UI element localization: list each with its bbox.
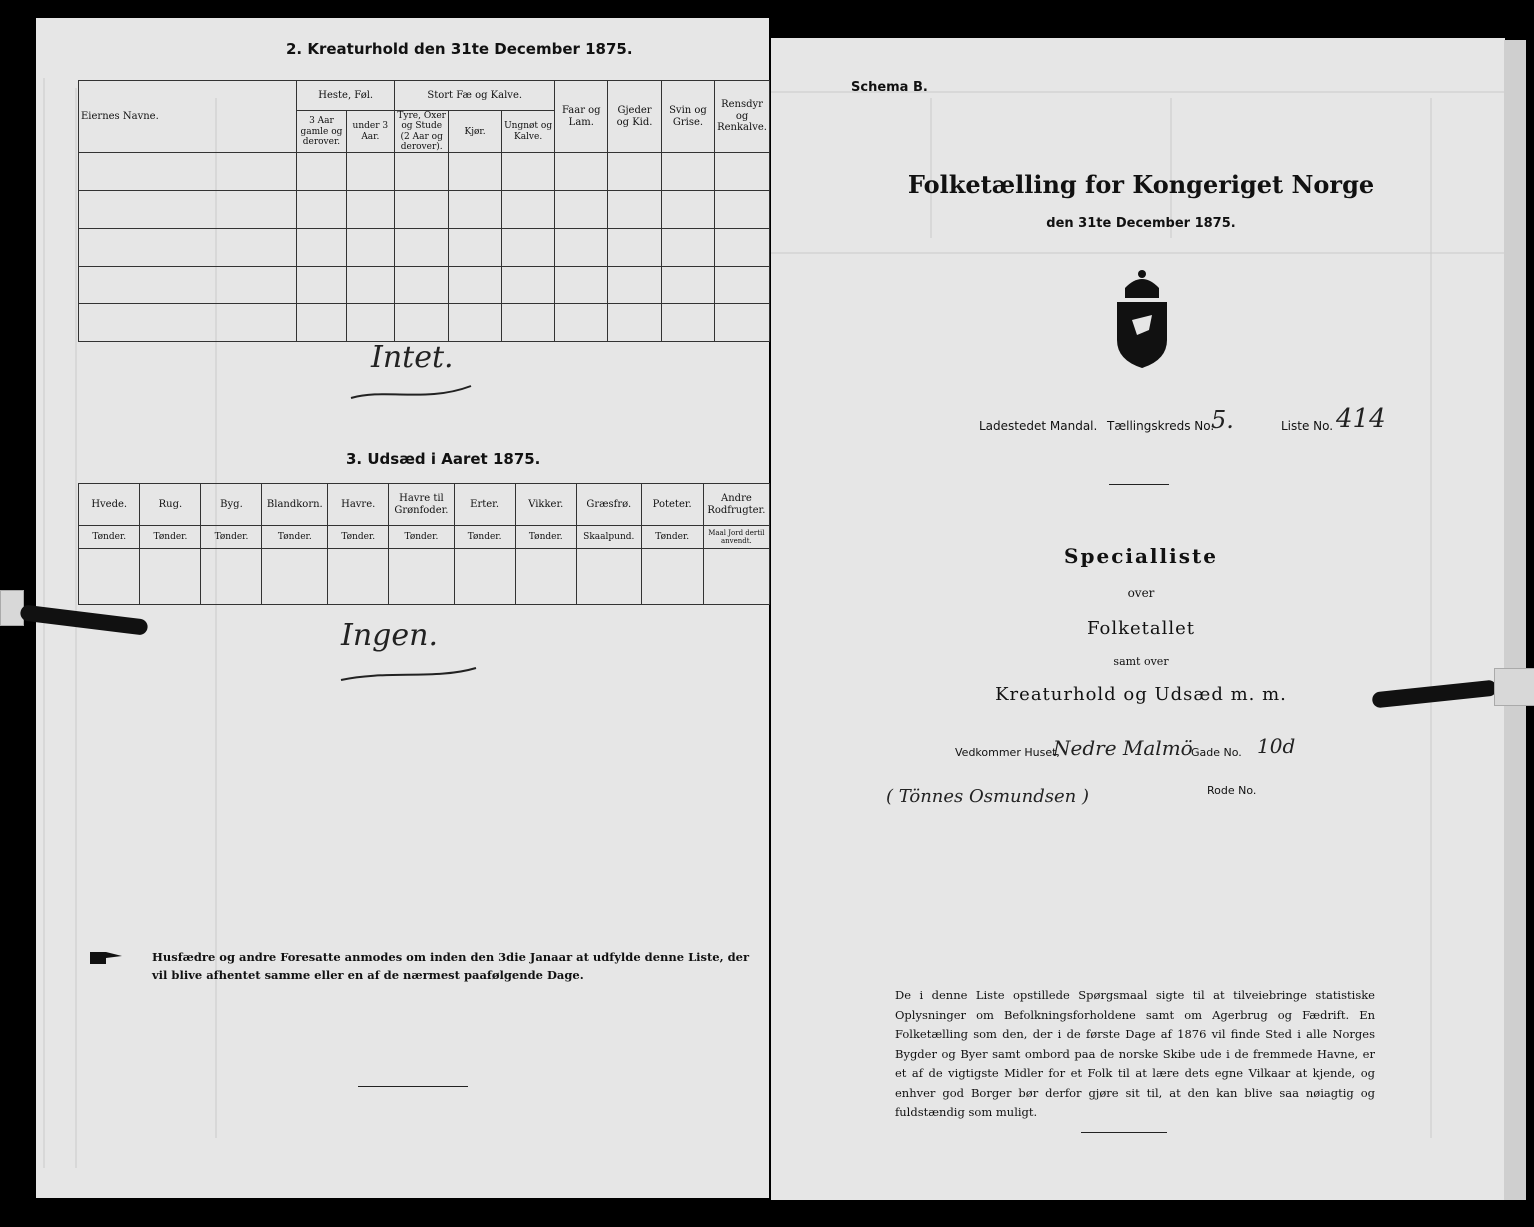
seed-header: Hvede. xyxy=(79,484,140,526)
notice-text: Husfædre og andre Foresatte anmodes om inden den 3die Janaar at udfylde denne Liste, der vil blive afhentet samme eller en af de nærmest paafølgende Dage. xyxy=(152,950,750,982)
section3-title: 3. Udsæd i Aaret 1875. xyxy=(346,450,541,468)
samt-over-text: samt over xyxy=(1113,655,1169,668)
divider xyxy=(358,1086,468,1087)
binder-tag-left xyxy=(0,590,24,626)
faar-header: Faar og Lam. xyxy=(555,81,608,153)
seed-unit: Tønder. xyxy=(389,526,454,548)
street-handwritten: Nedre Malmö xyxy=(1053,736,1193,760)
rensdyr-header: Rensdyr og Renkalve. xyxy=(715,81,770,153)
seed-header: Blandkorn. xyxy=(262,484,328,526)
seed-unit: Tønder. xyxy=(79,526,140,548)
flourish-line xyxy=(336,658,486,688)
over-text: over xyxy=(1127,586,1155,600)
footer-text: De i denne Liste opstillede Spørgsmaal sigte til at tilveiebringe statistiske Oplysninger om Befolkningsforholdene samt om Agerbrug og Fædrift. En Folketælling som den, der i de første Dage af 1876 vil finde Sted i alle Norges Bygder og Byer samt ombord paa de norske Skibe ude i de fremmede Havne, er et af de vigtigste Midler for et Folk til at lære dets egne Vilkaar at kjende, og enhver god Borger bør derfor gjøre sit til, at den kan blive saa nøiagtig og fuldstændig som muligt. xyxy=(895,988,1375,1119)
divider xyxy=(1081,1132,1167,1133)
gade-label: Gade No. xyxy=(1191,746,1242,759)
seed-unit: Tønder. xyxy=(328,526,389,548)
stort-fae-header: Stort Fæ og Kalve. xyxy=(395,81,555,111)
seed-unit: Tønder. xyxy=(262,526,328,548)
table-cell xyxy=(79,548,140,604)
stort-sub-ungnot: Ungnøt og Kalve. xyxy=(501,111,555,153)
main-title: Folketælling for Kongeriget Norge xyxy=(907,170,1375,199)
table-cell xyxy=(79,228,297,266)
stort-sub-tyre: Tyre, Oxer og Stude (2 Aar og derover). xyxy=(395,111,449,153)
rode-label: Rode No. xyxy=(1207,784,1257,797)
table-cell xyxy=(79,191,297,229)
stort-sub-kjor: Kjør. xyxy=(449,111,501,153)
schema-label: Schema B. xyxy=(851,80,928,95)
coat-of-arms-icon xyxy=(1107,260,1177,374)
handwritten-intet: Intet. xyxy=(371,340,454,375)
handwritten-ingen: Ingen. xyxy=(341,618,438,653)
svin-header: Svin og Grise. xyxy=(661,81,714,153)
left-page xyxy=(36,18,769,1198)
kreds-label: Tællingskreds No. xyxy=(1107,419,1215,433)
seed-header: Rug. xyxy=(140,484,201,526)
heste-sub-young: under 3 Aar. xyxy=(346,111,394,153)
seed-header: Andre Rodfrugter. xyxy=(703,484,769,526)
seed-unit: Tønder. xyxy=(515,526,576,548)
seed-unit: Tønder. xyxy=(140,526,201,548)
seed-header: Poteter. xyxy=(641,484,703,526)
owner-handwritten: ( Tönnes Osmundsen ) xyxy=(886,786,1089,807)
gade-value: 10d xyxy=(1257,734,1296,758)
heste-sub-old: 3 Aar gamle og derover. xyxy=(297,111,346,153)
kreds-value: 5. xyxy=(1211,406,1234,434)
owner-header: Eiernes Navne. xyxy=(79,81,297,153)
vedkommer-label: Vedkommer Huset, xyxy=(955,746,1060,759)
gjeder-header: Gjeder og Kid. xyxy=(608,81,662,153)
ladested-label: Ladestedet Mandal. xyxy=(979,419,1098,433)
spec-title: Specialliste xyxy=(1064,544,1218,568)
section2-title: 2. Kreaturhold den 31te December 1875. xyxy=(286,40,633,58)
heste-header: Heste, Føl. xyxy=(297,81,395,111)
page-edge xyxy=(1504,40,1526,1200)
main-date: den 31te December 1875. xyxy=(1046,216,1236,231)
flourish-line xyxy=(346,378,476,408)
divider xyxy=(1109,484,1169,485)
folketallet-text: Folketallet xyxy=(1086,618,1196,639)
seed-header: Erter. xyxy=(454,484,515,526)
livestock-table xyxy=(78,80,770,342)
table-cell xyxy=(79,266,297,304)
seed-header: Vikker. xyxy=(515,484,576,526)
seed-header: Havre til Grønfoder. xyxy=(389,484,454,526)
seed-table xyxy=(78,483,770,605)
seed-header: Byg. xyxy=(201,484,262,526)
kreaturhold-text: Kreaturhold og Udsæd m. m. xyxy=(995,684,1287,705)
table-cell xyxy=(79,153,297,191)
seed-unit: Tønder. xyxy=(201,526,262,548)
seed-unit: Tønder. xyxy=(641,526,703,548)
seed-unit: Maal Jord dertil anvendt. xyxy=(703,526,769,548)
table-cell xyxy=(79,304,297,342)
seed-unit: Tønder. xyxy=(454,526,515,548)
binder-tag-right xyxy=(1494,668,1534,706)
liste-label: Liste No. xyxy=(1281,419,1334,433)
seed-unit: Skaalpund. xyxy=(576,526,641,548)
right-page xyxy=(771,38,1505,1200)
hand-pointer-icon xyxy=(88,946,118,966)
seed-header: Havre. xyxy=(328,484,389,526)
seed-header: Græsfrø. xyxy=(576,484,641,526)
liste-value: 414 xyxy=(1336,404,1386,434)
